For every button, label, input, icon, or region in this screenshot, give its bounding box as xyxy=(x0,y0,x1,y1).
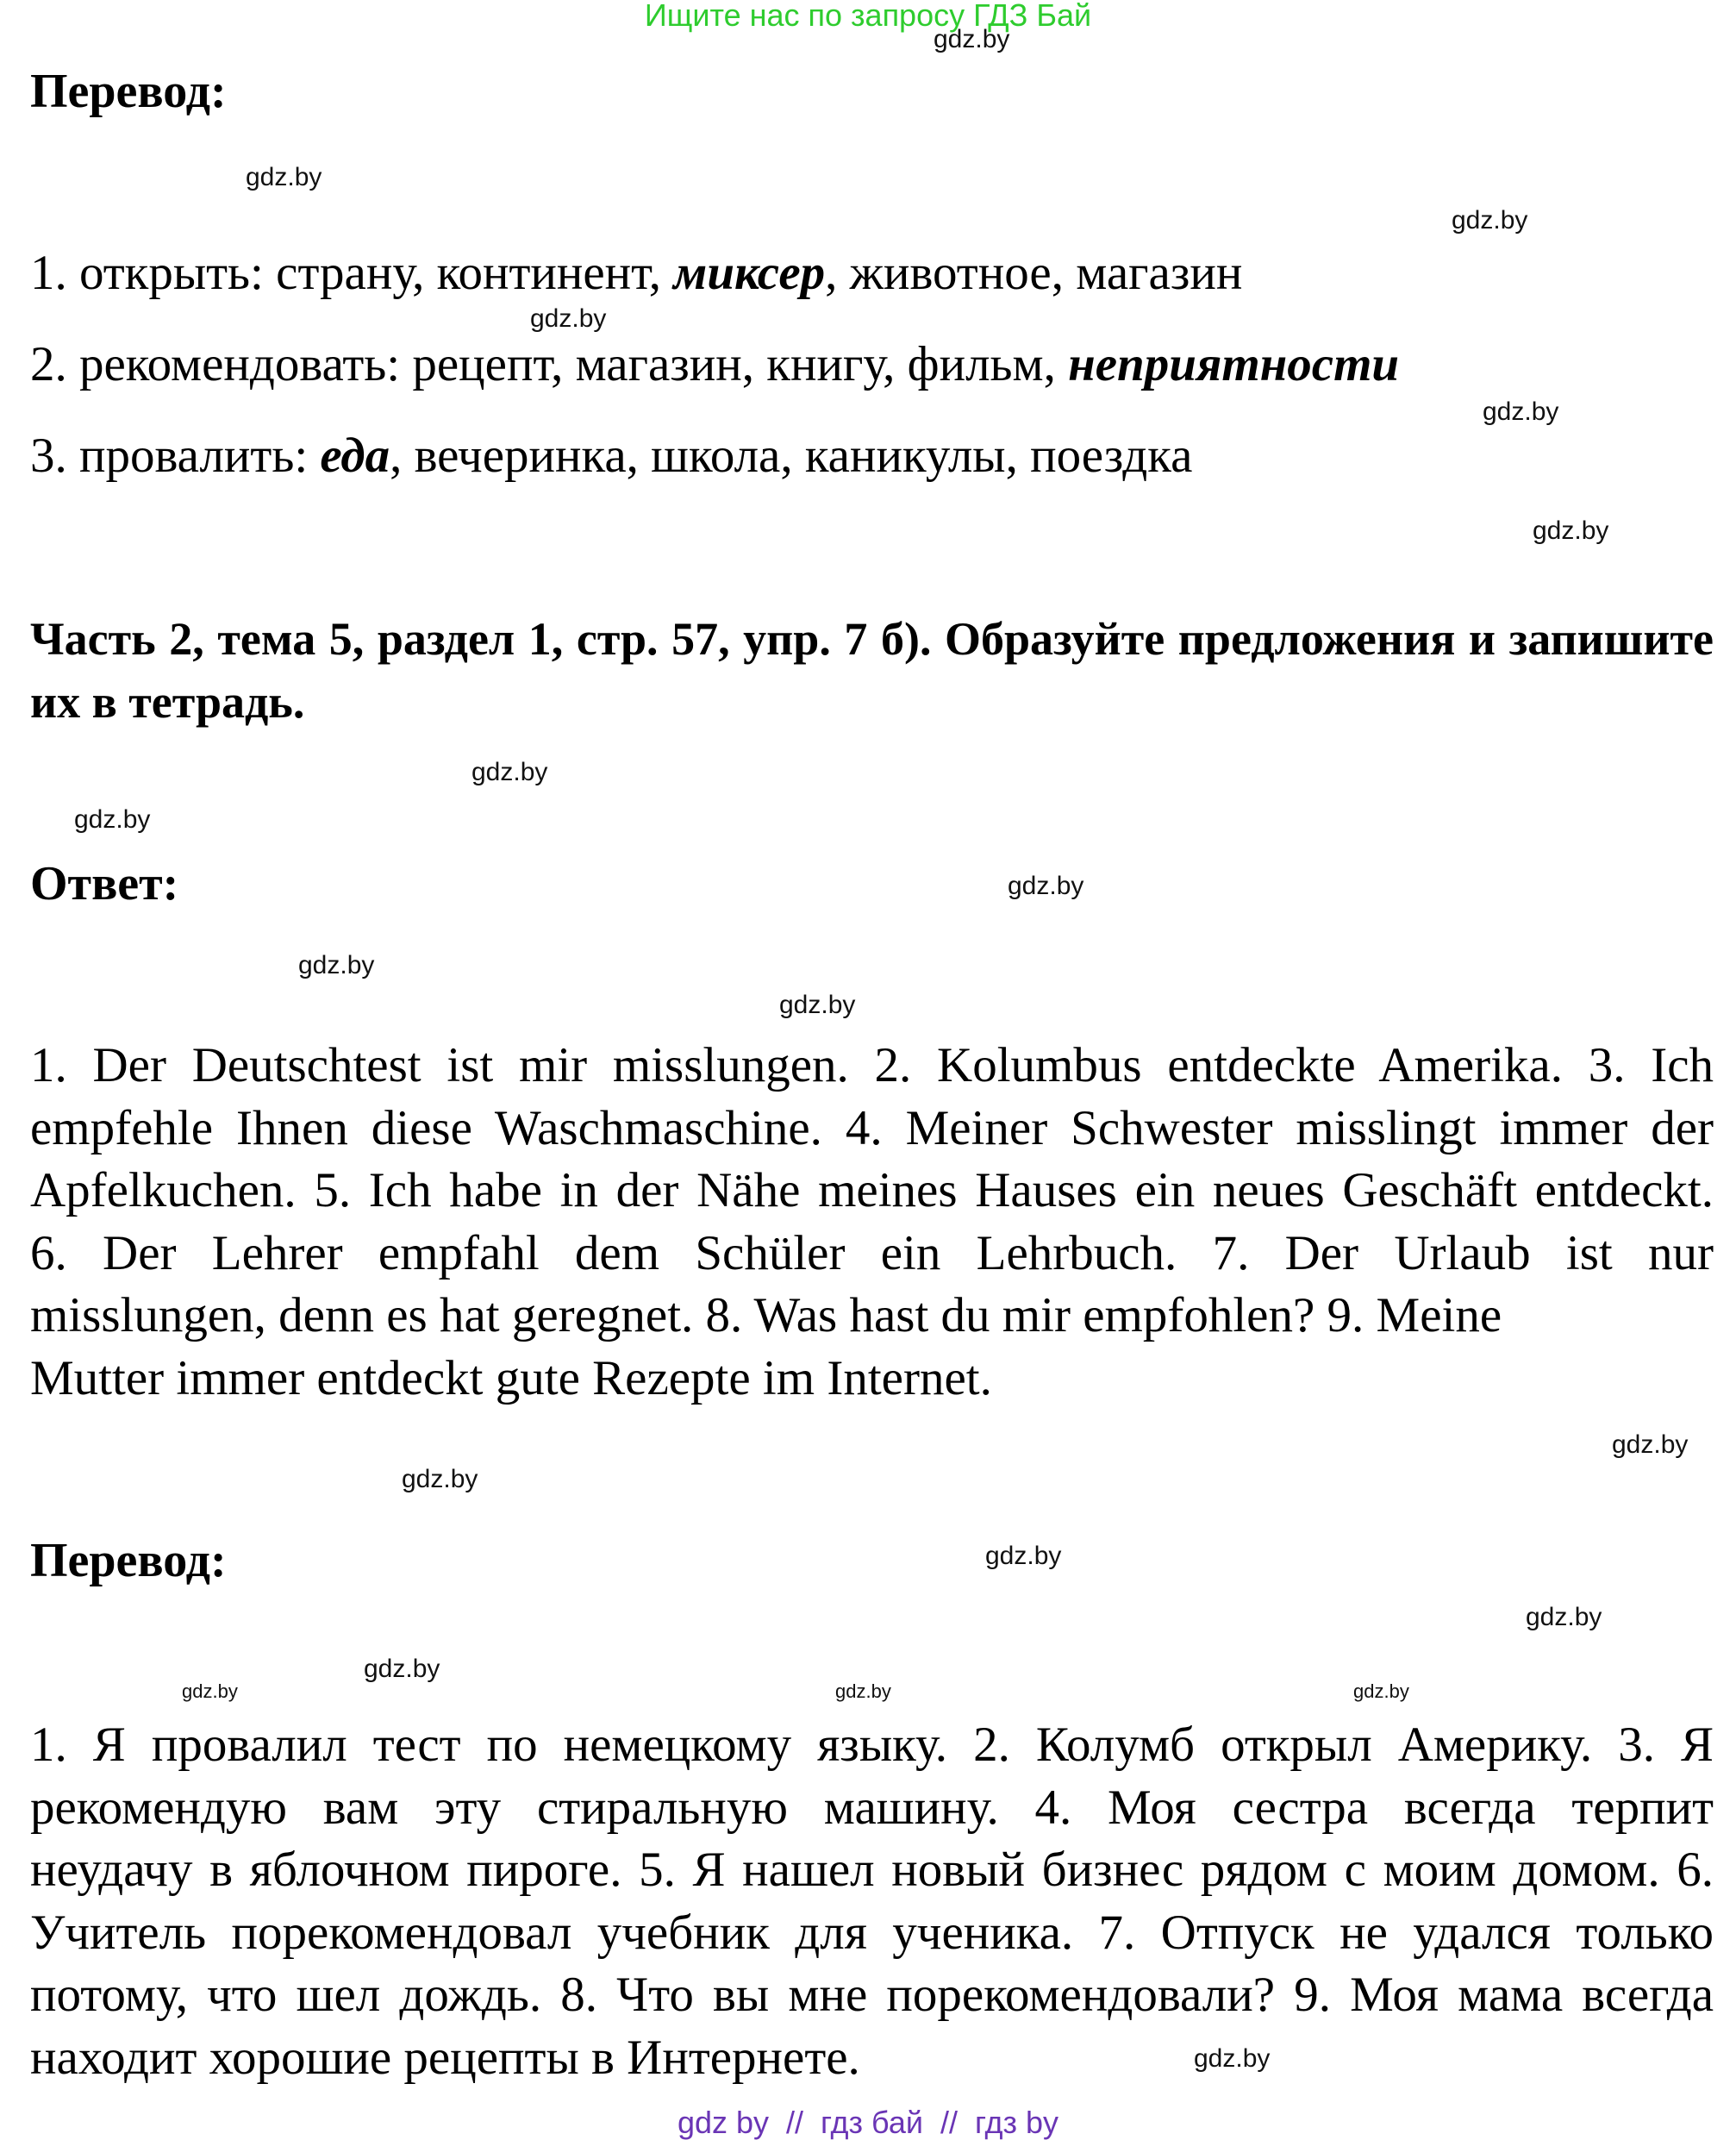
item-text: 1. открыть: страну, континент, xyxy=(30,246,674,300)
answer-line: 6. Der Lehrer empfahl dem Schüler ein Lehrbuch. 7. Der Urlaub ist nur xyxy=(30,1225,1714,1280)
item-text: 2. рекомендовать: рецепт, магазин, книгу, фильм, xyxy=(30,337,1069,391)
watermark: gdz.by xyxy=(1533,516,1609,545)
item-text: 3. провалить: xyxy=(30,429,321,483)
answer-line: Apfelkuchen. 5. Ich habe in der Nähe meines Hauses ein neues Geschäft entdeckt. xyxy=(30,1163,1714,1218)
answer-heading: Ответ: xyxy=(30,857,179,910)
watermark: gdz.by xyxy=(402,1465,478,1493)
translation-line: Учитель порекомендовал учебник для ученика. 7. Отпуск не удался только xyxy=(30,1905,1714,1960)
item-text: , вечеринка, школа, каникулы, поездка xyxy=(390,429,1193,483)
watermark: gdz.by xyxy=(985,1542,1062,1570)
watermark: gdz.by xyxy=(1483,397,1559,426)
watermark: gdz.by xyxy=(1452,206,1528,235)
task-heading: Часть 2, тема 5, раздел 1, стр. 57, упр. 7 б). Образуйте предложения и запишите их в тетрадь. xyxy=(30,613,1714,728)
watermark: gdz.by xyxy=(779,991,856,1019)
watermark: gdz.by xyxy=(1353,1680,1409,1702)
watermark: gdz.by xyxy=(835,1680,891,1702)
answer-line: misslungen, denn es hat geregnet. 8. Was hast du mir empfohlen? 9. Meine xyxy=(30,1288,1502,1343)
watermark: gdz.by xyxy=(74,805,151,834)
item-emphasis: еда xyxy=(320,429,390,483)
watermark: gdz.by xyxy=(182,1680,238,1702)
translation-line: рекомендую вам эту стиральную машину. 4. Моя сестра всегда терпит xyxy=(30,1780,1714,1835)
list-item xyxy=(30,241,1242,304)
answer-line: Mutter immer entdeckt gute Rezepte im Internet. xyxy=(30,1350,992,1405)
translation-line: находит хорошие рецепты в Интернете. xyxy=(30,2030,860,2085)
answer-paragraph xyxy=(30,1035,1714,1411)
item-emphasis: неприятности xyxy=(1068,337,1400,391)
item-emphasis: миксер xyxy=(673,246,826,300)
answer-line: empfehle Ihnen diese Waschmaschine. 4. Meiner Schwester misslingt immer der xyxy=(30,1100,1714,1155)
watermark: gdz.by xyxy=(1612,1430,1689,1459)
translation-line: неудачу в яблочном пироге. 5. Я нашел новый бизнес рядом с моим домом. 6. xyxy=(30,1843,1714,1898)
watermark: gdz.by xyxy=(1008,872,1084,900)
footer-links: gdz by // гдз бай // гдз by xyxy=(677,2105,1059,2140)
watermark: gdz.by xyxy=(246,163,322,191)
watermark: gdz.by xyxy=(471,758,548,786)
translation-line: 1. Я провалил тест по немецкому языку. 2. Колумб открыл Америку. 3. Я xyxy=(30,1718,1714,1772)
watermark: gdz.by xyxy=(298,951,375,979)
watermark: gdz.by xyxy=(1194,2044,1271,2073)
item-text: , животное, магазин xyxy=(825,246,1243,300)
watermark: gdz.by xyxy=(934,25,1010,53)
translation-paragraph xyxy=(30,1714,1714,2090)
translation-line: потому, что шел дождь. 8. Что вы мне порекомендовали? 9. Моя мама всегда xyxy=(30,1968,1714,2023)
list-item xyxy=(30,424,1192,487)
watermark: gdz.by xyxy=(1526,1603,1602,1631)
translation-heading-1: Перевод: xyxy=(30,65,227,118)
watermark: gdz.by xyxy=(364,1655,440,1683)
answer-line: 1. Der Deutschtest ist mir misslungen. 2. Kolumbus entdeckte Amerika. 3. Ich xyxy=(30,1038,1714,1092)
search-banner: Ищите нас по запросу ГДЗ Бай xyxy=(644,0,1092,33)
translation-heading-2: Перевод: xyxy=(30,1534,227,1587)
list-item xyxy=(30,333,1399,396)
watermark: gdz.by xyxy=(530,304,607,333)
